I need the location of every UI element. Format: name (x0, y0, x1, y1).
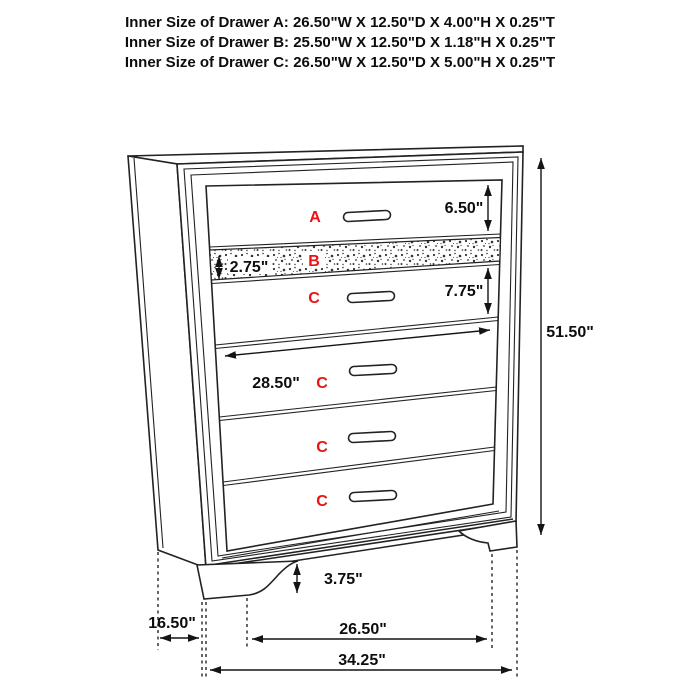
header-line-drawer-b: Inner Size of Drawer B: 25.50"W X 12.50"D X 1.18"H X 0.25"T (124, 34, 556, 51)
dimension-depth (148, 615, 199, 638)
left-bracket-foot (197, 561, 298, 599)
dim-label-51-50: 51.50" (546, 324, 594, 341)
drawer-a-label: A (309, 209, 321, 226)
dim-label-34-25: 34.25" (338, 652, 386, 669)
inner-size-header (0, 0, 700, 80)
dim-label-7-75: 7.75" (444, 283, 484, 300)
header-line-drawer-a: Inner Size of Drawer A: 26.50"W X 12.50"D X 4.00"H X 0.25"T (125, 14, 555, 31)
drawer-c3-label: C (316, 439, 328, 456)
drawer-c2-handle (349, 364, 396, 375)
dim-label-3-75: 3.75" (324, 571, 363, 588)
dim-label-28-50: 28.50" (252, 375, 300, 392)
drawer-b-label: B (308, 253, 320, 270)
drawer-c2-label: C (316, 375, 328, 392)
dim-label-6-50: 6.50" (444, 200, 484, 217)
drawer-c1-label: C (308, 290, 320, 307)
drawer-c1-handle (347, 291, 394, 302)
dim-label-16-50: 16.50" (148, 615, 196, 632)
dimension-overall-width (210, 652, 512, 670)
dimension-foot-height (297, 564, 363, 593)
dim-label-26-50: 26.50" (339, 621, 387, 638)
drawer-a-handle (343, 210, 390, 221)
drawer-c4-label: C (316, 493, 328, 510)
drawer-c4-handle (349, 490, 396, 501)
dimension-between-feet-width (252, 621, 487, 639)
header-line-drawer-c: Inner Size of Drawer C: 26.50"W X 12.50"D X 5.00"H X 0.25"T (124, 54, 556, 71)
chest-dimension-diagram (0, 80, 700, 700)
dim-label-2-75: 2.75" (229, 259, 269, 276)
dimension-overall-height (541, 158, 594, 535)
drawer-c3-handle (348, 431, 395, 442)
